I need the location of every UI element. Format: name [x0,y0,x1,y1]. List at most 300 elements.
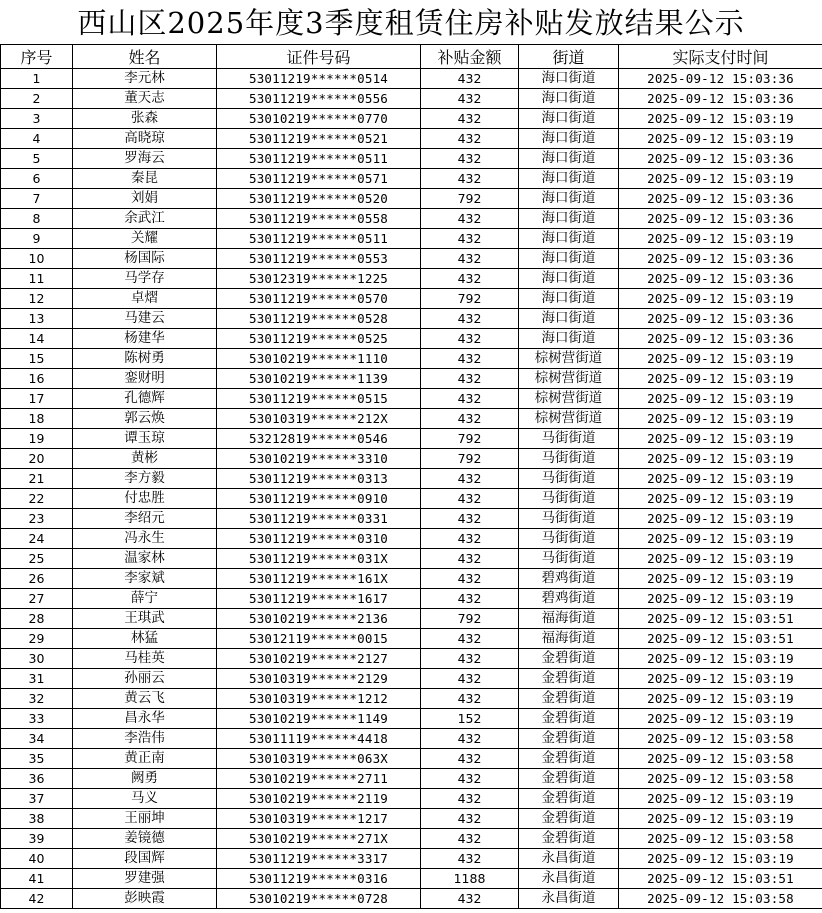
cell-index: 8 [1,209,73,229]
cell-id-number: 53012119******0015 [217,629,421,649]
cell-payment-time: 2025-09-12 15:03:19 [619,509,822,529]
cell-name: 昌永华 [73,709,217,729]
cell-name: 郭云焕 [73,409,217,429]
cell-payment-time: 2025-09-12 15:03:51 [619,629,822,649]
cell-id-number: 53011219******1617 [217,589,421,609]
cell-amount: 432 [421,349,519,369]
cell-index: 10 [1,249,73,269]
cell-amount: 432 [421,589,519,609]
cell-name: 杨建华 [73,329,217,349]
cell-index: 22 [1,489,73,509]
cell-id-number: 53010219******0728 [217,889,421,909]
cell-street: 海口街道 [519,249,619,269]
cell-street: 马街街道 [519,509,619,529]
header-index: 序号 [1,45,73,69]
cell-amount: 432 [421,809,519,829]
cell-name: 马义 [73,789,217,809]
table-row [1,409,822,429]
cell-payment-time: 2025-09-12 15:03:19 [619,349,822,369]
cell-index: 6 [1,169,73,189]
cell-amount: 432 [421,489,519,509]
cell-id-number: 53011219******0556 [217,89,421,109]
cell-payment-time: 2025-09-12 15:03:19 [619,429,822,449]
cell-payment-time: 2025-09-12 15:03:19 [619,809,822,829]
cell-street: 海口街道 [519,269,619,289]
cell-name: 付忠胜 [73,489,217,509]
cell-payment-time: 2025-09-12 15:03:19 [619,669,822,689]
cell-payment-time: 2025-09-12 15:03:19 [619,389,822,409]
table-row [1,469,822,489]
table-row [1,589,822,609]
cell-index: 32 [1,689,73,709]
cell-id-number: 53010219******2136 [217,609,421,629]
cell-street: 金碧街道 [519,709,619,729]
cell-payment-time: 2025-09-12 15:03:19 [619,709,822,729]
table-row [1,269,822,289]
cell-id-number: 53011219******0558 [217,209,421,229]
header-street: 街道 [519,45,619,69]
cell-index: 27 [1,589,73,609]
cell-name: 马学存 [73,269,217,289]
cell-street: 金碧街道 [519,669,619,689]
cell-name: 陈树勇 [73,349,217,369]
cell-id-number: 53010219******2127 [217,649,421,669]
cell-name: 黄彬 [73,449,217,469]
cell-index: 40 [1,849,73,869]
cell-payment-time: 2025-09-12 15:03:58 [619,749,822,769]
cell-street: 海口街道 [519,169,619,189]
cell-amount: 432 [421,149,519,169]
cell-index: 38 [1,809,73,829]
cell-index: 9 [1,229,73,249]
cell-street: 金碧街道 [519,729,619,749]
cell-payment-time: 2025-09-12 15:03:58 [619,769,822,789]
cell-payment-time: 2025-09-12 15:03:36 [619,69,822,89]
cell-street: 永昌街道 [519,849,619,869]
cell-payment-time: 2025-09-12 15:03:19 [619,129,822,149]
cell-name: 罗建强 [73,869,217,889]
table-row [1,69,822,89]
cell-amount: 792 [421,429,519,449]
cell-name: 秦昆 [73,169,217,189]
cell-index: 28 [1,609,73,629]
table-row [1,129,822,149]
cell-id-number: 53011219******0316 [217,869,421,889]
cell-id-number: 53010219******271X [217,829,421,849]
table-row [1,209,822,229]
cell-name: 马桂英 [73,649,217,669]
cell-name: 李家斌 [73,569,217,589]
cell-payment-time: 2025-09-12 15:03:19 [619,789,822,809]
cell-amount: 432 [421,109,519,129]
table-row [1,289,822,309]
cell-index: 21 [1,469,73,489]
cell-street: 马街街道 [519,429,619,449]
cell-name: 温家林 [73,549,217,569]
cell-amount: 432 [421,89,519,109]
cell-id-number: 53010219******0770 [217,109,421,129]
cell-payment-time: 2025-09-12 15:03:19 [619,849,822,869]
cell-street: 福海街道 [519,629,619,649]
cell-name: 李绍元 [73,509,217,529]
cell-amount: 432 [421,509,519,529]
cell-name: 薛宁 [73,589,217,609]
cell-street: 金碧街道 [519,809,619,829]
cell-amount: 792 [421,189,519,209]
header-amount: 补贴金额 [421,45,519,69]
cell-payment-time: 2025-09-12 15:03:19 [619,289,822,309]
cell-street: 海口街道 [519,149,619,169]
table-row [1,789,822,809]
cell-id-number: 53010219******2711 [217,769,421,789]
cell-street: 金碧街道 [519,749,619,769]
cell-street: 海口街道 [519,289,619,309]
cell-amount: 792 [421,609,519,629]
cell-amount: 792 [421,449,519,469]
cell-street: 永昌街道 [519,889,619,909]
cell-payment-time: 2025-09-12 15:03:19 [619,489,822,509]
cell-amount: 432 [421,389,519,409]
table-row [1,329,822,349]
cell-index: 29 [1,629,73,649]
cell-index: 2 [1,89,73,109]
cell-street: 永昌街道 [519,869,619,889]
cell-index: 23 [1,509,73,529]
cell-payment-time: 2025-09-12 15:03:19 [619,229,822,249]
cell-id-number: 53011219******0571 [217,169,421,189]
cell-amount: 432 [421,569,519,589]
table-row [1,769,822,789]
cell-payment-time: 2025-09-12 15:03:58 [619,829,822,849]
table-row [1,229,822,249]
cell-amount: 432 [421,369,519,389]
cell-payment-time: 2025-09-12 15:03:19 [619,449,822,469]
cell-payment-time: 2025-09-12 15:03:19 [619,649,822,669]
cell-amount: 432 [421,249,519,269]
cell-id-number: 53010219******1139 [217,369,421,389]
cell-amount: 432 [421,549,519,569]
subsidy-table [0,44,822,909]
cell-payment-time: 2025-09-12 15:03:51 [619,869,822,889]
cell-payment-time: 2025-09-12 15:03:19 [619,369,822,389]
table-row [1,869,822,889]
cell-id-number: 53010219******1149 [217,709,421,729]
table-row [1,609,822,629]
cell-id-number: 53011219******0528 [217,309,421,329]
table-row [1,489,822,509]
cell-payment-time: 2025-09-12 15:03:19 [619,109,822,129]
cell-street: 海口街道 [519,189,619,209]
cell-name: 銮财明 [73,369,217,389]
table-body [1,69,822,909]
cell-amount: 432 [421,269,519,289]
cell-index: 11 [1,269,73,289]
cell-street: 海口街道 [519,89,619,109]
cell-id-number: 53010319******1217 [217,809,421,829]
cell-id-number: 53011219******0521 [217,129,421,149]
cell-payment-time: 2025-09-12 15:03:36 [619,309,822,329]
cell-payment-time: 2025-09-12 15:03:19 [619,689,822,709]
cell-id-number: 53010319******1212 [217,689,421,709]
cell-amount: 432 [421,729,519,749]
cell-index: 36 [1,769,73,789]
cell-index: 12 [1,289,73,309]
cell-payment-time: 2025-09-12 15:03:19 [619,549,822,569]
cell-name: 孙丽云 [73,669,217,689]
cell-street: 海口街道 [519,309,619,329]
cell-payment-time: 2025-09-12 15:03:36 [619,189,822,209]
table-row [1,369,822,389]
cell-index: 34 [1,729,73,749]
cell-name: 王丽坤 [73,809,217,829]
cell-name: 彭映霞 [73,889,217,909]
cell-id-number: 53010219******1110 [217,349,421,369]
cell-street: 金碧街道 [519,689,619,709]
cell-name: 李元林 [73,69,217,89]
cell-name: 余武江 [73,209,217,229]
cell-id-number: 53012319******1225 [217,269,421,289]
cell-street: 棕树营街道 [519,409,619,429]
header-id-number: 证件号码 [217,45,421,69]
table-row [1,429,822,449]
table-row [1,749,822,769]
cell-amount: 432 [421,769,519,789]
cell-index: 1 [1,69,73,89]
cell-index: 14 [1,329,73,349]
cell-id-number: 53010319******063X [217,749,421,769]
cell-id-number: 53011219******0331 [217,509,421,529]
cell-id-number: 53011219******0525 [217,329,421,349]
table-row [1,349,822,369]
cell-id-number: 53212819******0546 [217,429,421,449]
cell-street: 马街街道 [519,449,619,469]
cell-payment-time: 2025-09-12 15:03:36 [619,249,822,269]
cell-amount: 432 [421,829,519,849]
table-row [1,669,822,689]
cell-amount: 432 [421,689,519,709]
cell-name: 王琪武 [73,609,217,629]
cell-amount: 432 [421,789,519,809]
cell-street: 海口街道 [519,109,619,129]
cell-id-number: 53011219******0553 [217,249,421,269]
cell-amount: 432 [421,329,519,349]
cell-name: 张森 [73,109,217,129]
table-row [1,649,822,669]
cell-id-number: 53011219******0514 [217,69,421,89]
cell-amount: 152 [421,709,519,729]
cell-amount: 432 [421,69,519,89]
cell-street: 海口街道 [519,329,619,349]
cell-id-number: 53011219******0310 [217,529,421,549]
cell-street: 金碧街道 [519,829,619,849]
cell-amount: 432 [421,669,519,689]
table-row [1,449,822,469]
cell-id-number: 53011219******031X [217,549,421,569]
cell-id-number: 53010319******2129 [217,669,421,689]
cell-index: 17 [1,389,73,409]
cell-name: 阙勇 [73,769,217,789]
cell-name: 孔德辉 [73,389,217,409]
cell-amount: 432 [421,529,519,549]
cell-street: 海口街道 [519,129,619,149]
cell-amount: 792 [421,289,519,309]
table-row [1,709,822,729]
cell-amount: 432 [421,889,519,909]
cell-id-number: 53011219******0520 [217,189,421,209]
cell-amount: 432 [421,229,519,249]
cell-index: 42 [1,889,73,909]
cell-name: 黄云飞 [73,689,217,709]
cell-street: 金碧街道 [519,769,619,789]
header-name: 姓名 [73,45,217,69]
cell-name: 刘娟 [73,189,217,209]
cell-index: 5 [1,149,73,169]
cell-payment-time: 2025-09-12 15:03:36 [619,329,822,349]
cell-street: 金碧街道 [519,789,619,809]
cell-id-number: 53010219******2119 [217,789,421,809]
cell-payment-time: 2025-09-12 15:03:19 [619,569,822,589]
cell-amount: 432 [421,649,519,669]
cell-index: 30 [1,649,73,669]
cell-id-number: 53011119******4418 [217,729,421,749]
cell-index: 41 [1,869,73,889]
cell-payment-time: 2025-09-12 15:03:58 [619,729,822,749]
cell-index: 37 [1,789,73,809]
table-row [1,809,822,829]
cell-id-number: 53011219******161X [217,569,421,589]
cell-name: 卓熠 [73,289,217,309]
cell-payment-time: 2025-09-12 15:03:19 [619,409,822,429]
cell-index: 18 [1,409,73,429]
table-row [1,249,822,269]
cell-index: 3 [1,109,73,129]
cell-payment-time: 2025-09-12 15:03:36 [619,149,822,169]
table-row [1,169,822,189]
cell-amount: 432 [421,309,519,329]
cell-id-number: 53010219******3310 [217,449,421,469]
cell-index: 20 [1,449,73,469]
table-row [1,149,822,169]
table-row [1,529,822,549]
cell-id-number: 53010319******212X [217,409,421,429]
cell-payment-time: 2025-09-12 15:03:36 [619,209,822,229]
cell-amount: 432 [421,129,519,149]
table-row [1,389,822,409]
cell-payment-time: 2025-09-12 15:03:36 [619,269,822,289]
table-row [1,849,822,869]
cell-index: 4 [1,129,73,149]
cell-street: 马街街道 [519,549,619,569]
table-row [1,309,822,329]
cell-name: 马建云 [73,309,217,329]
cell-id-number: 53011219******0511 [217,229,421,249]
cell-index: 24 [1,529,73,549]
cell-street: 马街街道 [519,469,619,489]
table-row [1,889,822,909]
cell-payment-time: 2025-09-12 15:03:19 [619,469,822,489]
table-row [1,569,822,589]
cell-name: 关耀 [73,229,217,249]
cell-id-number: 53011219******0515 [217,389,421,409]
cell-index: 31 [1,669,73,689]
cell-payment-time: 2025-09-12 15:03:58 [619,889,822,909]
cell-payment-time: 2025-09-12 15:03:19 [619,169,822,189]
cell-name: 李浩伟 [73,729,217,749]
cell-name: 段国辉 [73,849,217,869]
cell-name: 姜镜德 [73,829,217,849]
cell-index: 33 [1,709,73,729]
cell-street: 马街街道 [519,489,619,509]
cell-id-number: 53011219******0570 [217,289,421,309]
cell-amount: 432 [421,469,519,489]
table-row [1,689,822,709]
table-row [1,189,822,209]
cell-amount: 432 [421,849,519,869]
cell-street: 马街街道 [519,529,619,549]
cell-index: 39 [1,829,73,849]
cell-index: 25 [1,549,73,569]
cell-street: 碧鸡街道 [519,569,619,589]
table-header-row [1,45,822,69]
cell-index: 35 [1,749,73,769]
cell-street: 棕树营街道 [519,369,619,389]
cell-street: 海口街道 [519,229,619,249]
cell-name: 杨国际 [73,249,217,269]
cell-street: 棕树营街道 [519,389,619,409]
cell-name: 董天志 [73,89,217,109]
cell-name: 高晓琼 [73,129,217,149]
cell-amount: 432 [421,209,519,229]
cell-payment-time: 2025-09-12 15:03:19 [619,529,822,549]
cell-index: 26 [1,569,73,589]
header-payment-time: 实际支付时间 [619,45,822,69]
table-row [1,829,822,849]
cell-name: 李方毅 [73,469,217,489]
table-row [1,729,822,749]
cell-amount: 432 [421,629,519,649]
table-row [1,89,822,109]
table-row [1,509,822,529]
cell-id-number: 53011219******0511 [217,149,421,169]
cell-payment-time: 2025-09-12 15:03:19 [619,589,822,609]
cell-name: 黄正南 [73,749,217,769]
cell-id-number: 53011219******3317 [217,849,421,869]
cell-street: 棕树营街道 [519,349,619,369]
cell-amount: 432 [421,409,519,429]
cell-payment-time: 2025-09-12 15:03:36 [619,89,822,109]
table-row [1,109,822,129]
cell-index: 7 [1,189,73,209]
page-title: 西山区2025年度3季度租赁住房补贴发放结果公示 [77,6,745,40]
cell-name: 谭玉琼 [73,429,217,449]
cell-street: 海口街道 [519,209,619,229]
cell-name: 冯永生 [73,529,217,549]
cell-name: 罗海云 [73,149,217,169]
cell-id-number: 53011219******0313 [217,469,421,489]
table-row [1,629,822,649]
cell-street: 海口街道 [519,69,619,89]
cell-index: 16 [1,369,73,389]
cell-index: 13 [1,309,73,329]
cell-id-number: 53011219******0910 [217,489,421,509]
cell-street: 金碧街道 [519,649,619,669]
cell-amount: 1188 [421,869,519,889]
table-row [1,549,822,569]
cell-street: 碧鸡街道 [519,589,619,609]
cell-amount: 432 [421,749,519,769]
cell-amount: 432 [421,169,519,189]
cell-name: 林猛 [73,629,217,649]
